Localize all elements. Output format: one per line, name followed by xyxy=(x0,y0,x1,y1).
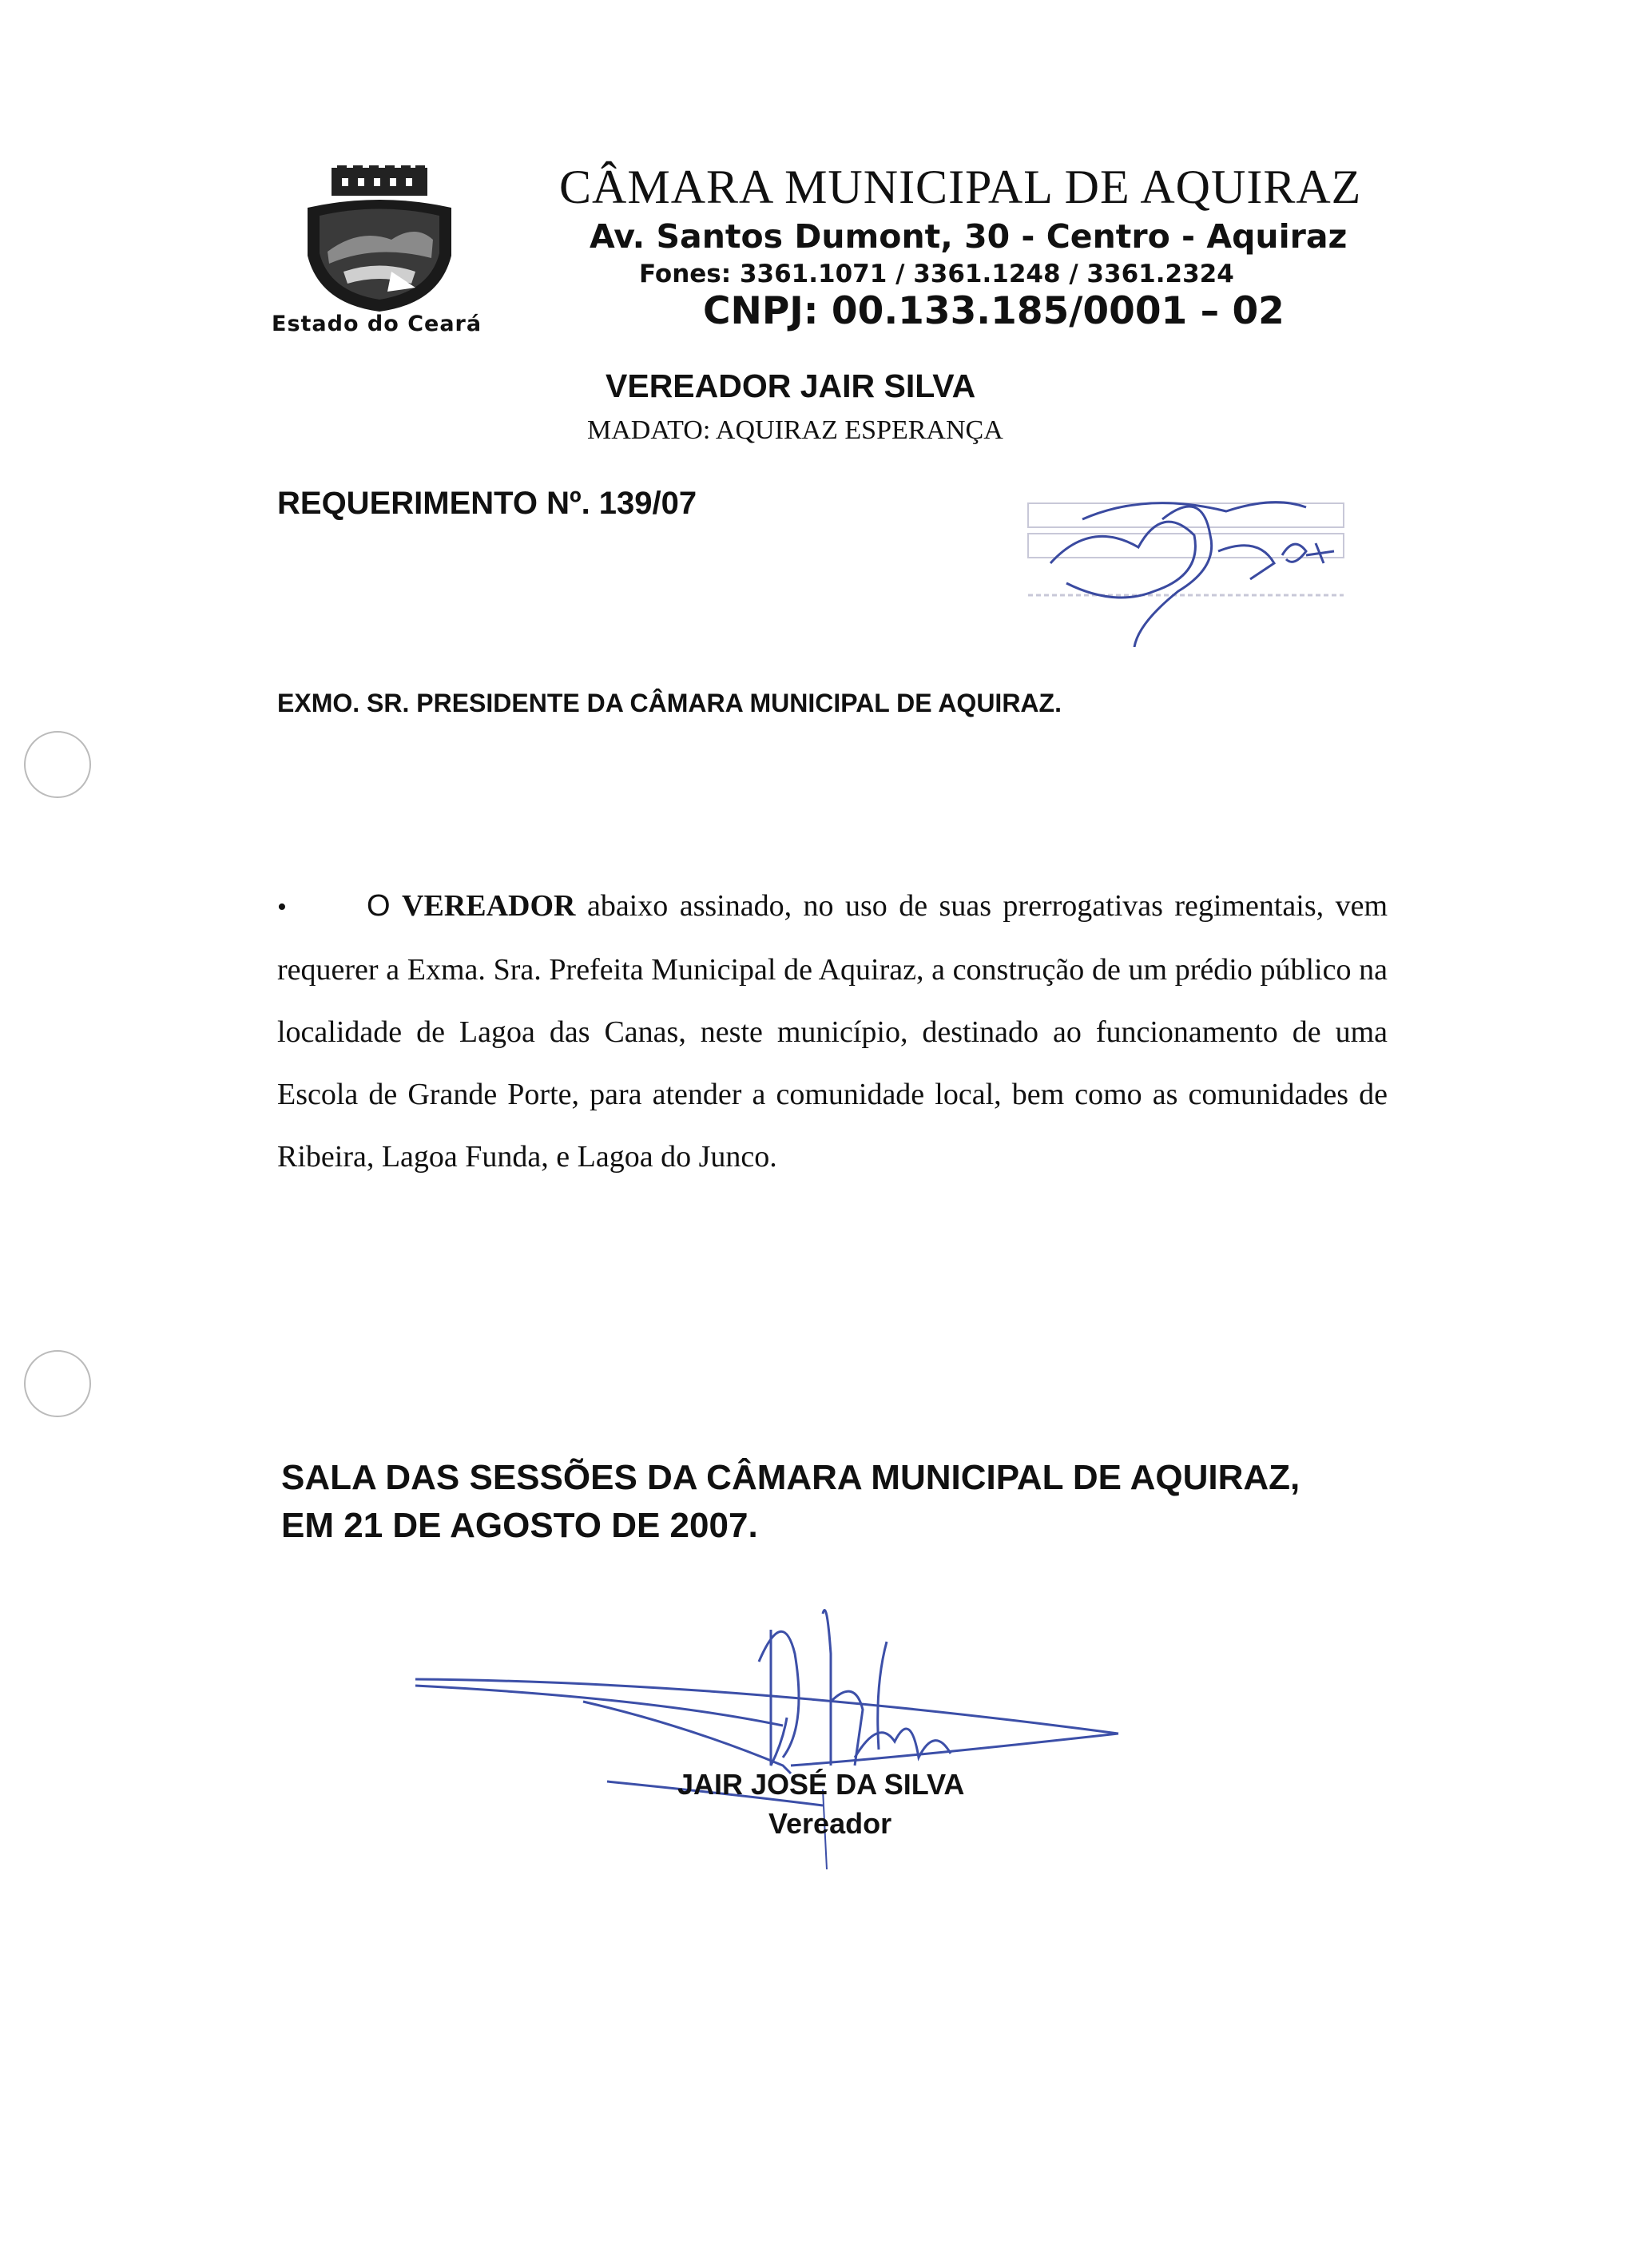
councilor-mandate: MADATO: AQUIRAZ ESPERANÇA xyxy=(587,415,1003,445)
closing-date: EM 21 DE AGOSTO DE 2007. xyxy=(281,1506,758,1545)
body-text: abaixo assinado, no uso de suas prerrogativas regimentais, vem requerer a Exma. Sra. Prefeita Municipal de Aquiraz, a construção de um prédio público na localidade de Lagoa das Canas, neste município, destinado ao funcionamento de uma Escola de Grande Porte, para atender a comunidade local, bem como as comunidades de Ribeira, Lagoa Funda, e Lagoa do Junco. xyxy=(277,889,1388,1174)
request-number: REQUERIMENTO Nº. 139/07 xyxy=(277,486,697,521)
signature-icon xyxy=(407,1606,1126,1877)
request-body xyxy=(277,875,1388,1188)
signer-role: Vereador xyxy=(768,1807,892,1840)
punch-hole-mark xyxy=(24,731,91,798)
chamber-address: Av. Santos Dumont, 30 - Centro - Aquiraz xyxy=(590,217,1348,256)
signer-name: JAIR JOSÉ DA SILVA xyxy=(677,1768,965,1801)
state-label: Estado do Ceará xyxy=(272,312,482,336)
chamber-title: CÂMARA MUNICIPAL DE AQUIRAZ xyxy=(559,161,1362,213)
councilor-name: VEREADOR JAIR SILVA xyxy=(606,367,976,404)
bullet-icon: • xyxy=(277,892,287,922)
body-strong: VEREADOR xyxy=(402,889,576,923)
chamber-cnpj: CNPJ: 00.133.185/0001 – 02 xyxy=(703,289,1285,333)
municipal-crest-icon xyxy=(296,164,463,324)
punch-hole-mark xyxy=(24,1350,91,1417)
request-addressee: EXMO. SR. PRESIDENTE DA CÂMARA MUNICIPAL DE AQUIRAZ. xyxy=(277,689,1062,717)
closing-block xyxy=(281,1454,1300,1550)
body-lead: O xyxy=(367,889,391,923)
approval-stamp xyxy=(1019,487,1354,647)
chamber-phones: Fones: 3361.1071 / 3361.1248 / 3361.2324 xyxy=(639,260,1234,288)
closing-line: SALA DAS SESSÕES DA CÂMARA MUNICIPAL DE AQUIRAZ, xyxy=(281,1458,1300,1497)
